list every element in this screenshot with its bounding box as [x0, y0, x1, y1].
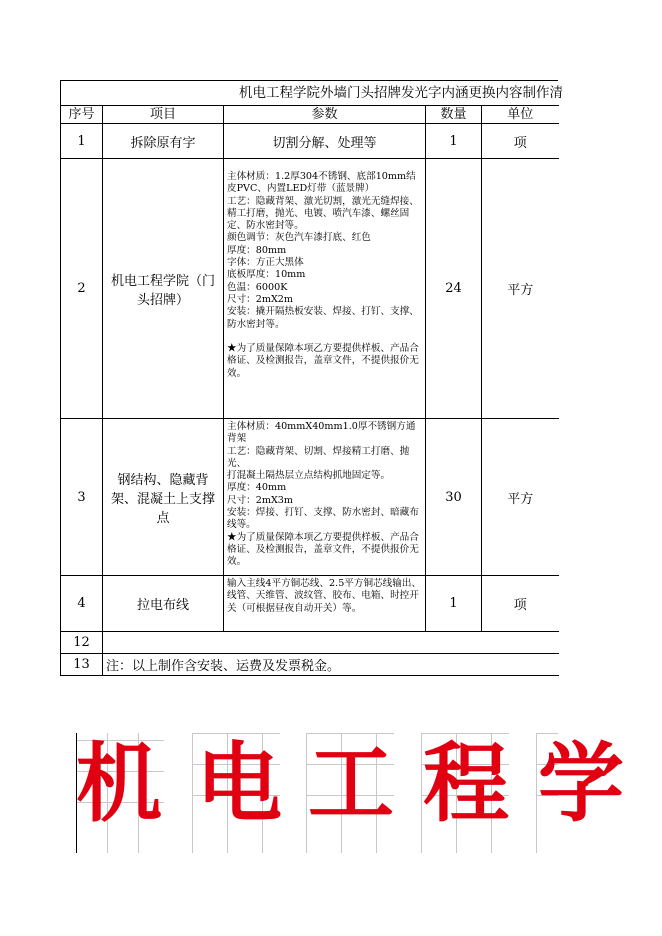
cell-qty[interactable]: 30	[426, 419, 482, 576]
cell-param[interactable]	[224, 159, 426, 419]
header-param: 参数	[224, 106, 426, 124]
cell-no[interactable]: 4	[61, 576, 103, 632]
cell-unit[interactable]: 项	[482, 124, 559, 159]
cell-item[interactable]: 钢结构、隐藏背架、混凝土上支撑点	[103, 419, 224, 576]
sign-char: 学	[538, 734, 624, 834]
table-row	[61, 419, 559, 576]
table-row	[61, 159, 559, 419]
sign-char: 程	[423, 734, 509, 834]
sign-char: 机	[76, 734, 162, 834]
cell-item[interactable]: 拉电布线	[103, 576, 224, 632]
sign-char: 电	[196, 734, 282, 834]
table-row	[61, 632, 559, 654]
cell-note[interactable]: 注：以上制作含安装、运费及发票税金。	[103, 654, 559, 676]
param-text: 主体材质：1.2厚304不锈钢、底部10mm结皮PVC、内置LED灯带（蓝景牌） 工艺：隐藏背架、激光切割，激光无缝焊接、精工打磨，抛光、电镀、喷汽车漆、螺丝固定、防水密封等。 颜色调节：灰色汽车漆打底、红色 厚度：80mm 字体：方正大黑体 底板厚度：10mm 色温：6000K 尺寸：2mX2m 安装：撬开隔热板安装、焊接、打钉、支撑、防水密封等。 ★为了质量保障本项乙方要提供样板、产品合格证、及检测报告，盖章文件，不提供报价无效。	[227, 171, 419, 379]
cell-no[interactable]: 13	[61, 654, 103, 676]
table-row	[61, 124, 559, 159]
cell-no[interactable]: 2	[61, 159, 103, 419]
sheet-title: 机电工程学院外墙门头招牌发光字内涵更换内容制作清	[60, 80, 558, 105]
cell-qty[interactable]: 24	[426, 159, 482, 419]
table-row	[61, 654, 559, 676]
cell-unit[interactable]: 项	[482, 576, 559, 632]
header-unit: 单位	[482, 106, 559, 124]
header-item: 项目	[103, 106, 224, 124]
cell-no[interactable]: 12	[61, 632, 103, 654]
cell-param[interactable]	[224, 419, 426, 576]
cell-param[interactable]: 切割分解、处理等	[224, 124, 426, 159]
cell-qty[interactable]: 1	[426, 576, 482, 632]
param-text: 输入主线4平方铜芯线、2.5平方铜芯线输出、线管、天维管、波纹管、胶布、电箱、时控开关（可根据昼夜自动开关）等。	[227, 578, 422, 614]
quote-table	[60, 105, 559, 676]
cell-param[interactable]	[224, 576, 426, 632]
cell-unit[interactable]: 平方	[482, 419, 559, 576]
param-text: 主体材质：40mmX40mm1.0厚不锈钢方通背架 工艺：隐藏背架、切割、焊接精工打磨、抛光、 打混凝土隔热层立点结构抓地固定等。 厚度：40mm 尺寸：2mX3m 安装：焊接、打钉、支撑、防水密封、暗藏布线等。 ★为了质量保障本项乙方要提供样板、产品合格证、及检测报告，盖章文件，不提供报价无效。	[227, 421, 419, 568]
sign-char: 工	[308, 734, 394, 834]
header-qty: 数量	[426, 106, 482, 124]
cell-no[interactable]: 3	[61, 419, 103, 576]
sign-char-box	[536, 733, 624, 858]
header-row	[61, 106, 559, 124]
table-row	[61, 576, 559, 632]
cell-empty[interactable]	[103, 632, 559, 654]
cell-unit[interactable]: 平方	[482, 159, 559, 419]
cell-item[interactable]: 拆除原有字	[103, 124, 224, 159]
header-no: 序号	[61, 106, 103, 124]
cell-no[interactable]: 1	[61, 124, 103, 159]
cell-qty[interactable]: 1	[426, 124, 482, 159]
cell-item[interactable]: 机电工程学院（门头招牌）	[103, 159, 224, 419]
